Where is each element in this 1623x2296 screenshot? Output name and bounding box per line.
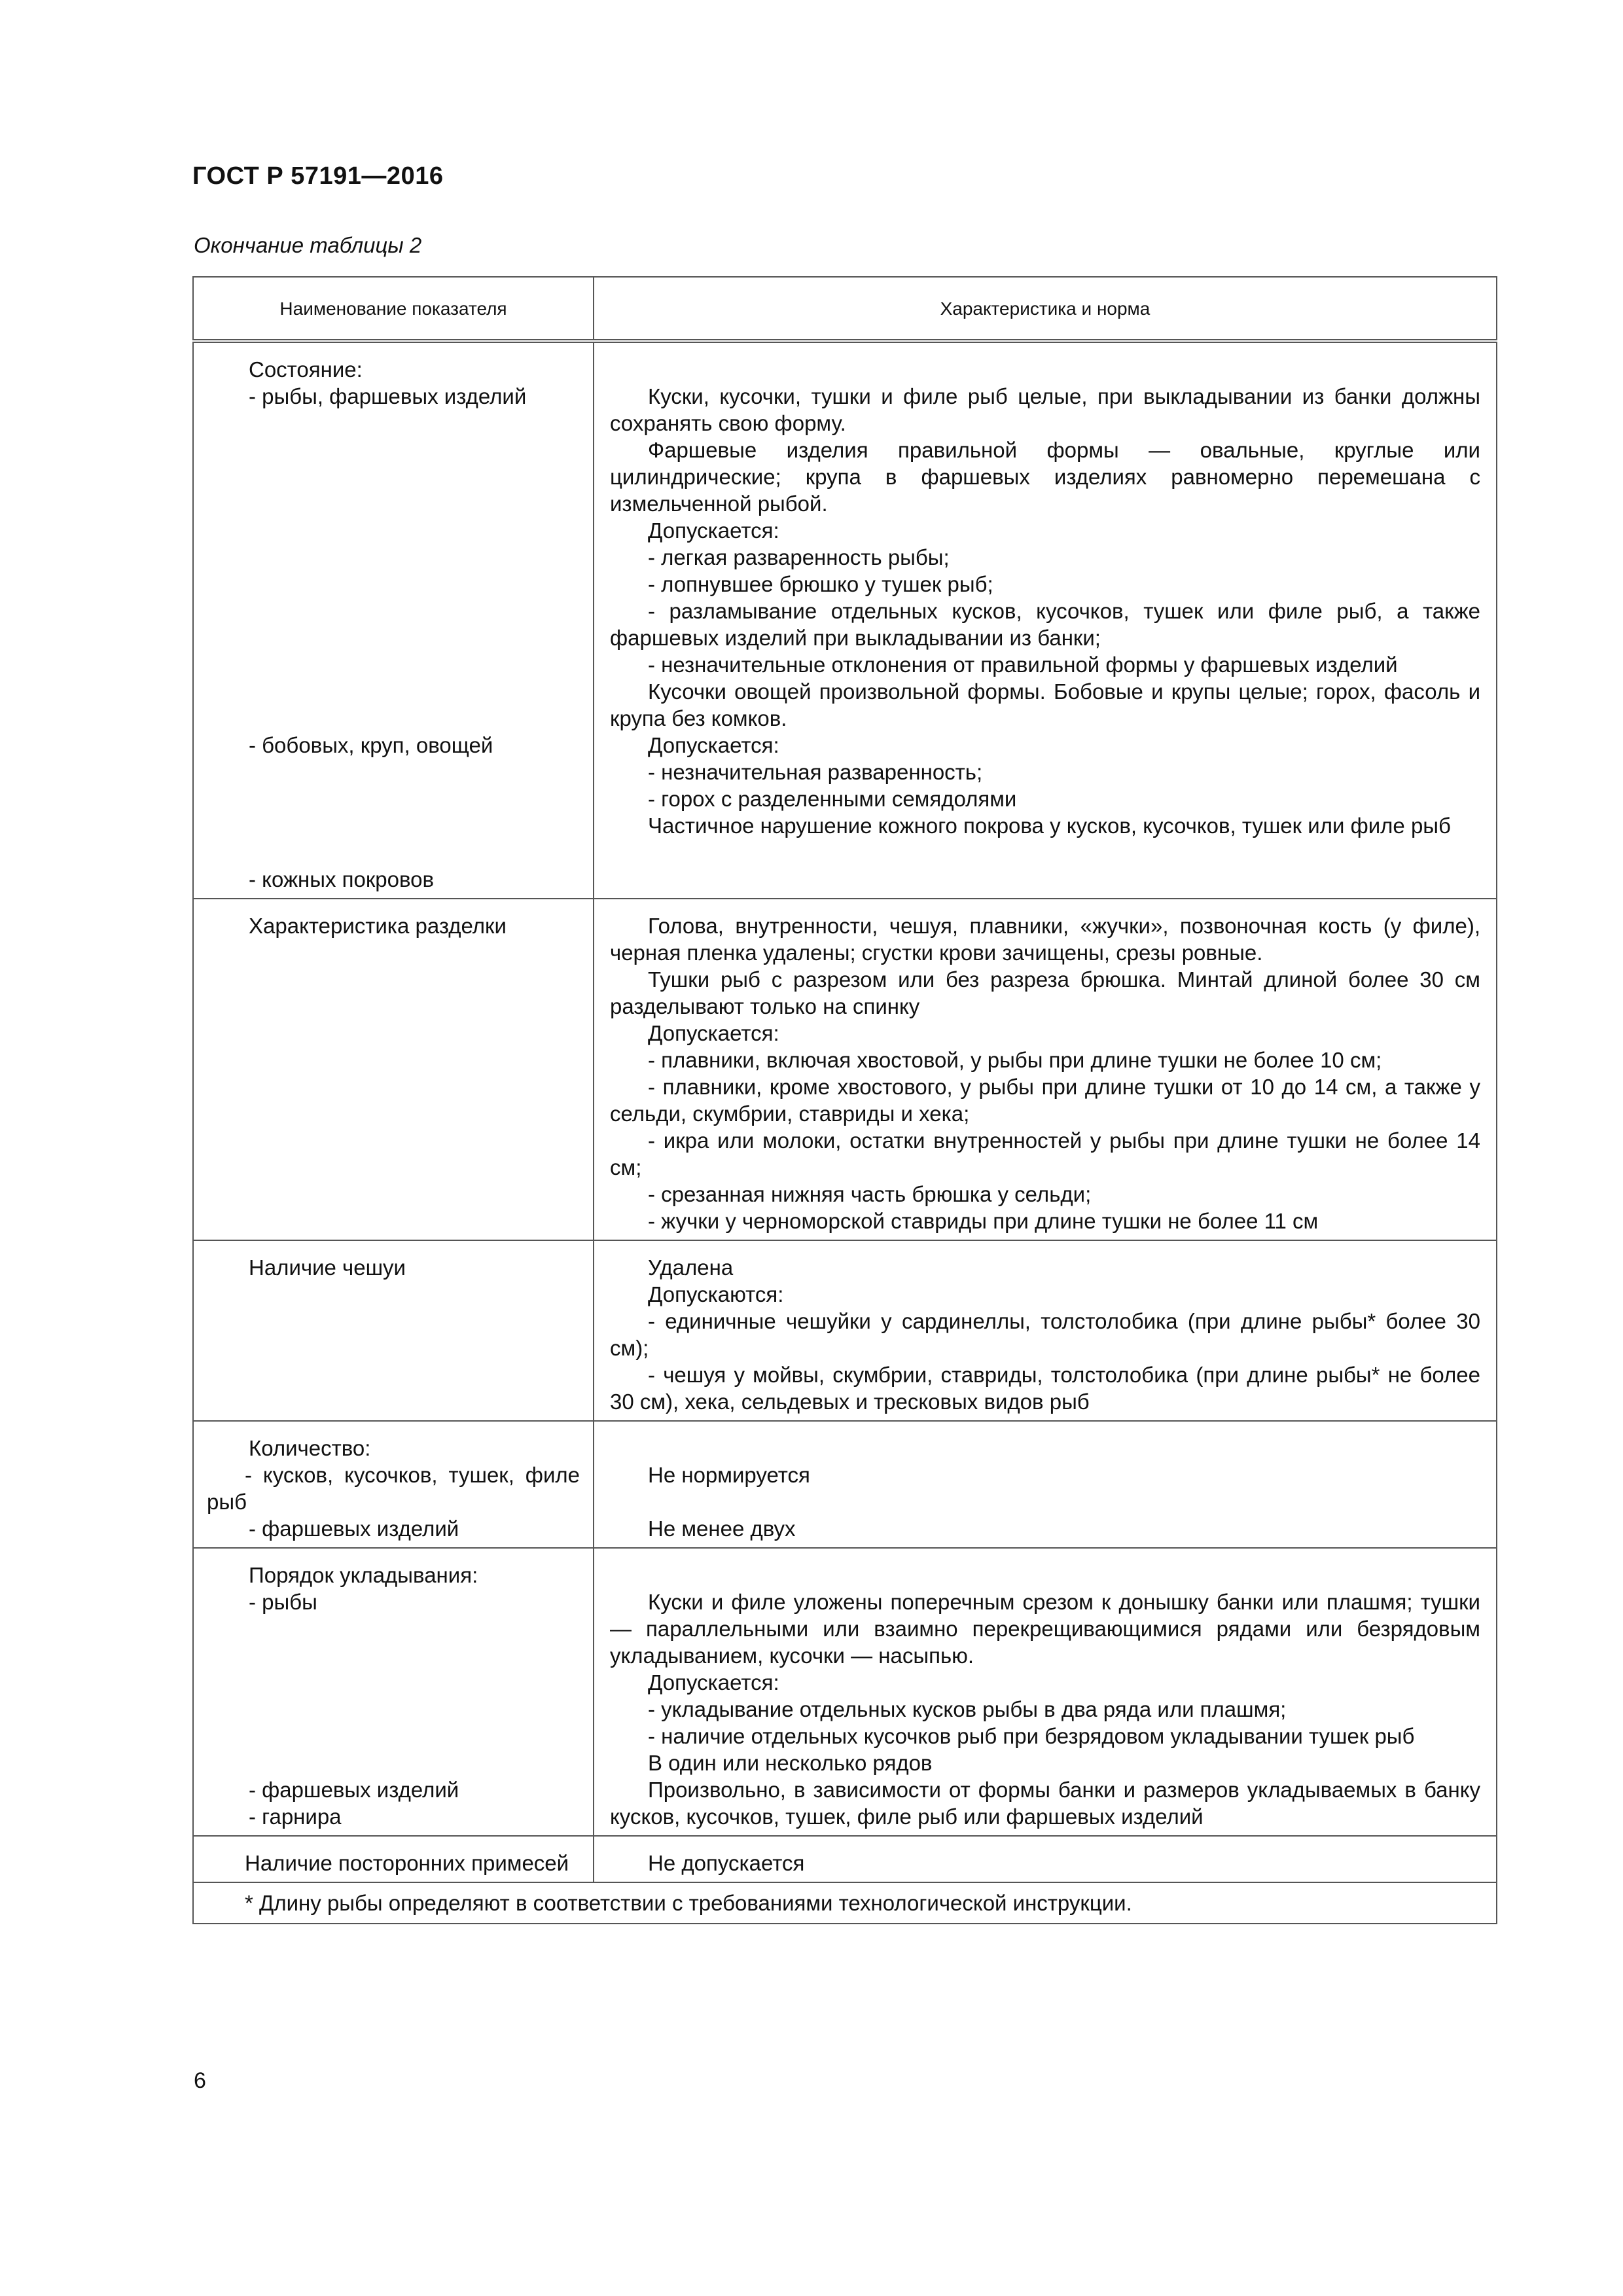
norm-text: - горох с разделенными семядолями [648, 787, 1017, 811]
indicator-item: - фаршевых изделий [249, 1778, 459, 1802]
norm-cell [594, 1836, 1497, 1882]
indicator-item: - кусков, кусочков, тушек, филе рыб [207, 1463, 580, 1514]
indicator-item: - гарнира [249, 1804, 342, 1829]
norm-text: Произвольно, в зависимости от формы банки и размеров укладываемых в банку кусков, кусочков, тушек, филе рыб или фаршевых изделий [610, 1778, 1480, 1829]
norm-text: Частичное нарушение кожного покрова у кусков, кусочков, тушек или филе рыб [648, 814, 1451, 838]
norm-text: В один или несколько рядов [648, 1751, 933, 1775]
spec-table [192, 276, 1497, 1924]
norm-text: Тушки рыб с разрезом или без разреза брюшка. Минтай длиной более 30 см разделывают только на спинку [610, 967, 1480, 1018]
indicator-cell [193, 1548, 594, 1836]
norm-text: Фаршевые изделия правильной формы — овальные, круглые или цилиндрические; крупа в фаршевых изделиях равномерно перемешана с измельченной рыбой. [610, 438, 1480, 516]
indicator-title: Порядок укладывания: [249, 1563, 478, 1587]
norm-text: - незначительные отклонения от правильной формы у фаршевых изделий [648, 653, 1398, 677]
indicator-item: - рыбы, фаршевых изделий [249, 384, 527, 408]
norm-text: - легкая разваренность рыбы; [648, 545, 950, 569]
norm-text: Голова, внутренности, чешуя, плавники, «жучки», позвоночная кость (у филе), черная пленка удалены; сгустки крови зачищены, срезы ровные. [610, 914, 1480, 965]
table-row [193, 1836, 1497, 1882]
norm-text: Допускается: [648, 518, 779, 543]
indicator-cell [193, 1240, 594, 1421]
norm-text: - наличие отдельных кусочков рыб при безрядовом укладывании тушек рыб [648, 1724, 1415, 1748]
norm-text: Допускается: [648, 1670, 779, 1695]
norm-text: - икра или молоки, остатки внутренностей у рыбы при длине тушки не более 14 см; [610, 1128, 1480, 1179]
table-row [193, 1240, 1497, 1421]
norm-text: - плавники, включая хвостовой, у рыбы при длине тушки не более 10 см; [648, 1048, 1382, 1072]
indicator-item: - рыбы [249, 1590, 317, 1614]
norm-cell [594, 1240, 1497, 1421]
norm-cell [594, 1548, 1497, 1836]
column-header-name: Наименование показателя [193, 277, 594, 341]
norm-text: - жучки у черноморской ставриды при длине тушки не более 11 см [648, 1209, 1319, 1233]
table-row [193, 899, 1497, 1240]
footnote-row [193, 1882, 1497, 1924]
indicator-title: Наличие чешуи [249, 1255, 406, 1280]
table-row [193, 1421, 1497, 1548]
norm-cell [594, 899, 1497, 1240]
indicator-title: Наличие посторонних примесей [245, 1851, 569, 1875]
indicator-cell [193, 1421, 594, 1548]
indicator-title: Состояние: [249, 357, 363, 382]
footnote: * Длину рыбы определяют в соответствии с требованиями технологической инструкции. [193, 1882, 1497, 1924]
norm-text: Куски, кусочки, тушки и филе рыб целые, при выкладывании из банки должны сохранять свою форму. [610, 384, 1480, 435]
indicator-title: Характеристика разделки [249, 914, 507, 938]
norm-text: Не менее двух [648, 1516, 796, 1541]
norm-text: Допускается: [648, 1021, 779, 1045]
norm-text: Допускается: [648, 733, 779, 757]
indicator-cell [193, 341, 594, 899]
norm-text: - чешуя у мойвы, скумбрии, ставриды, толстолобика (при длине рыбы* не более 30 см), хека, сельдевых и тресковых видов рыб [610, 1363, 1480, 1414]
indicator-item: - кожных покровов [249, 867, 435, 891]
indicator-cell [193, 1836, 594, 1882]
norm-text: - срезанная нижняя часть брюшка у сельди; [648, 1182, 1092, 1206]
table-row [193, 1548, 1497, 1836]
norm-text: - единичные чешуйки у сардинеллы, толстолобика (при длине рыбы* более 30 см); [610, 1309, 1480, 1360]
page-number: 6 [194, 2068, 206, 2093]
norm-text: - плавники, кроме хвостового, у рыбы при длине тушки от 10 до 14 см, а также у сельди, скумбрии, ставриды и хека; [610, 1075, 1480, 1126]
norm-text: Куски и филе уложены поперечным срезом к донышку банки или плашмя; тушки — параллельными или взаимно перекрещивающимися рядами или безрядовым укладыванием, кусочки — насыпью. [610, 1590, 1480, 1668]
indicator-item: - бобовых, круп, овощей [249, 733, 493, 757]
document-header: ГОСТ Р 57191—2016 [192, 162, 444, 190]
indicator-cell [193, 899, 594, 1240]
table-caption: Окончание таблицы 2 [194, 233, 422, 257]
table-row [193, 341, 1497, 899]
norm-text: Допускаются: [648, 1282, 784, 1306]
norm-text: Не допускается [648, 1851, 805, 1875]
norm-text: Не нормируется [648, 1463, 810, 1487]
norm-text: - укладывание отдельных кусков рыбы в два ряда или плашмя; [648, 1697, 1287, 1721]
indicator-title: Количество: [249, 1436, 371, 1460]
norm-text: - разламывание отдельных кусков, кусочков, тушек или филе рыб, а также фаршевых изделий при выкладывании из банки; [610, 599, 1480, 650]
table-header-row [193, 277, 1497, 341]
norm-text: - незначительная разваренность; [648, 760, 983, 784]
norm-text: - лопнувшее брюшко у тушек рыб; [648, 572, 993, 596]
norm-cell [594, 1421, 1497, 1548]
norm-text: Кусочки овощей произвольной формы. Бобовые и крупы целые; горох, фасоль и крупа без комков. [610, 679, 1480, 730]
norm-text: Удалена [648, 1255, 734, 1280]
indicator-item: - фаршевых изделий [249, 1516, 459, 1541]
norm-cell [594, 341, 1497, 899]
column-header-norm: Характеристика и норма [594, 277, 1497, 341]
